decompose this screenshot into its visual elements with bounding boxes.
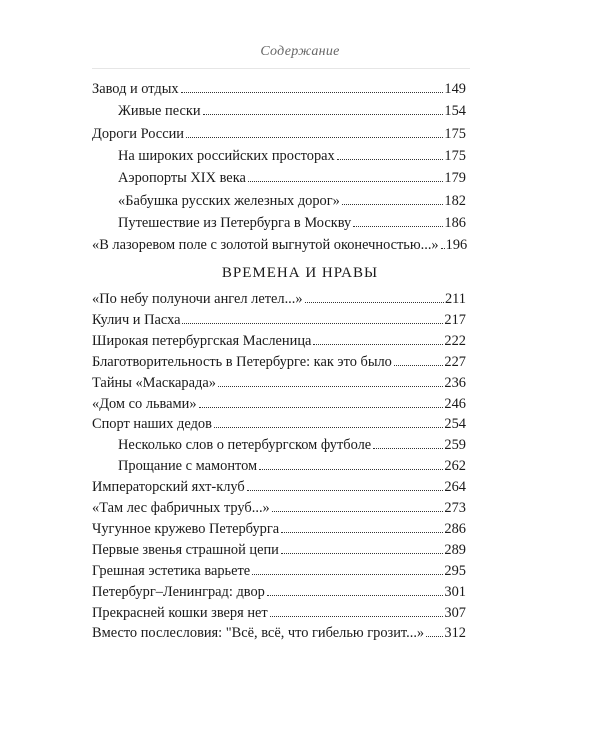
toc-entry-title: На широких российских просторах xyxy=(118,147,335,164)
toc-entry-page: 254 xyxy=(444,416,466,433)
dot-leader xyxy=(214,427,444,428)
toc-entry-page: 196 xyxy=(445,237,468,254)
toc-entry xyxy=(92,624,466,642)
toc-entry-page: 295 xyxy=(444,562,466,579)
dot-leader xyxy=(218,386,444,387)
toc-entry-page: 175 xyxy=(444,147,466,164)
toc-entry-title: Широкая петербургская Масленица xyxy=(92,332,312,349)
section-heading: ВРЕМЕНА И НРАВЫ xyxy=(221,265,379,281)
toc-entry xyxy=(92,457,466,475)
dot-leader xyxy=(267,595,444,596)
toc-entry xyxy=(92,478,466,496)
header-divider xyxy=(92,68,470,69)
dot-leader xyxy=(182,323,443,324)
toc-entry-title: Первые звенья страшной цепи xyxy=(92,541,279,558)
toc-entry xyxy=(92,520,466,538)
toc-entry-page: 289 xyxy=(444,541,466,558)
toc-entry-title: «Дом со львами» xyxy=(92,395,197,412)
toc-entry xyxy=(92,332,466,350)
toc-entry xyxy=(92,562,466,580)
dot-leader xyxy=(247,490,444,491)
toc-entry-page: 211 xyxy=(444,291,466,307)
toc-entry-page: 246 xyxy=(444,395,466,412)
toc-entry xyxy=(92,311,466,329)
toc-entry-page: 307 xyxy=(444,604,466,621)
toc-entry-page: 186 xyxy=(444,214,466,231)
toc-entry-title: Грешная эстетика варьете xyxy=(92,562,251,579)
dot-leader xyxy=(426,636,443,637)
toc-entry-title: «Там лес фабричных труб...» xyxy=(92,500,270,516)
dot-leader xyxy=(342,204,444,205)
dot-leader xyxy=(394,365,444,366)
dot-leader xyxy=(270,616,444,617)
toc-entry xyxy=(92,436,466,454)
toc-entry-page: 175 xyxy=(444,125,466,142)
toc-entry xyxy=(92,374,466,392)
toc-entry-title: Аэропорты XIX века xyxy=(118,170,246,187)
toc-entry xyxy=(92,102,466,120)
toc-entry-title: «По небу полуночи ангел летел...» xyxy=(92,291,303,307)
toc-entry xyxy=(92,80,466,98)
toc-entry xyxy=(92,214,466,232)
toc-entry-title: Спорт наших дедов xyxy=(92,416,212,433)
toc-entry-title: Завод и отдых xyxy=(92,81,179,97)
toc-entry-title: Дороги России xyxy=(92,125,184,142)
toc-entry xyxy=(92,290,466,308)
toc-entry-title: Путешествие из Петербурга в Москву xyxy=(118,214,352,231)
toc-entry xyxy=(92,169,466,187)
toc-entry-title: Вместо послесловия: "Всё, всё, что гибелью грозит...» xyxy=(92,625,425,642)
toc-entry xyxy=(92,147,466,165)
toc-entry xyxy=(92,604,466,622)
toc-entry xyxy=(92,395,466,413)
toc-entry xyxy=(92,236,466,254)
toc-entry xyxy=(92,541,466,559)
dot-leader xyxy=(281,553,444,554)
dot-leader xyxy=(281,532,443,533)
dot-leader xyxy=(441,248,445,249)
dot-leader xyxy=(305,302,444,303)
toc-entry-page: 262 xyxy=(444,458,466,475)
toc-entry-page: 179 xyxy=(444,170,466,187)
toc-entry xyxy=(92,353,466,371)
toc-entry-page: 259 xyxy=(444,437,466,454)
toc-entry xyxy=(92,499,466,517)
toc-entry xyxy=(92,192,466,210)
toc-entry-page: 273 xyxy=(444,500,466,516)
dot-leader xyxy=(186,137,443,138)
toc-entry-title: Несколько слов о петербургском футболе xyxy=(118,437,372,454)
toc-entry-page: 286 xyxy=(444,520,466,537)
dot-leader xyxy=(259,469,443,470)
dot-leader xyxy=(313,344,443,345)
dot-leader xyxy=(353,226,443,227)
dot-leader xyxy=(272,511,444,512)
dot-leader xyxy=(252,574,443,575)
dot-leader xyxy=(199,407,444,408)
dot-leader xyxy=(248,181,444,182)
dot-leader xyxy=(373,448,443,449)
toc-entry-page: 227 xyxy=(444,353,466,370)
toc-entry-page: 264 xyxy=(444,479,466,496)
toc-entry-title: Императорский яхт-клуб xyxy=(92,479,245,496)
dot-leader xyxy=(181,92,444,93)
toc-entry-page: 312 xyxy=(444,625,466,642)
toc-entry-page: 217 xyxy=(444,311,466,328)
dot-leader xyxy=(203,114,444,115)
toc-entry-title: Петербург–Ленинград: двор xyxy=(92,583,265,600)
toc-entry-title: «Бабушка русских железных дорог» xyxy=(118,192,340,209)
toc-entry-title: Прощание с мамонтом xyxy=(118,458,258,475)
dot-leader xyxy=(337,159,444,160)
running-header: Содержание xyxy=(260,44,340,59)
toc-entry-title: Тайны «Маскарада» xyxy=(92,374,216,391)
toc-entry-title: Живые пески xyxy=(118,103,201,120)
toc-entry-page: 154 xyxy=(444,103,466,120)
toc-entry-title: Чугунное кружево Петербурга xyxy=(92,520,280,537)
toc-entry-page: 222 xyxy=(444,332,466,349)
toc-entry-title: Благотворительность в Петербурге: как это было xyxy=(92,353,392,370)
toc-entry-page: 301 xyxy=(444,583,466,600)
toc-entry xyxy=(92,125,466,143)
toc-entry xyxy=(92,583,466,601)
toc-entry-page: 236 xyxy=(444,374,466,391)
toc-entry-page: 182 xyxy=(444,192,466,209)
toc-entry-title: Прекрасней кошки зверя нет xyxy=(92,604,268,621)
toc-entry-title: «В лазоревом поле с золотой выгнутой оконечностью...» xyxy=(92,237,439,254)
toc-entry-page: 149 xyxy=(444,81,466,97)
toc-entry xyxy=(92,415,466,433)
toc-entry-title: Кулич и Пасха xyxy=(92,311,181,328)
